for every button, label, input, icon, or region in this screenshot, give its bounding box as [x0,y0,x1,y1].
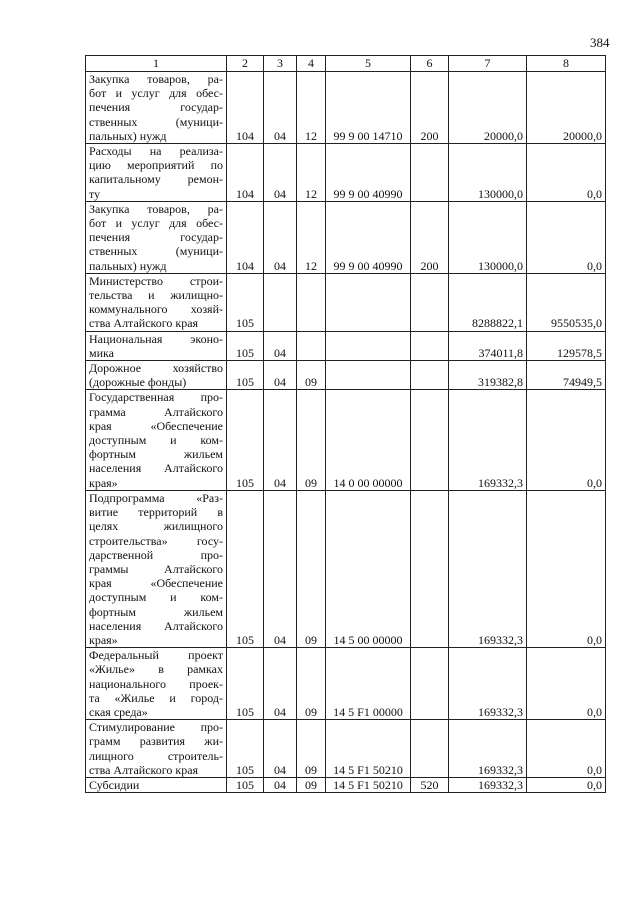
name-line: Подпрограмма «Раз- [89,490,223,505]
cell-target-article: 14 0 00 00000 [326,390,411,490]
table-row [86,490,606,647]
table-body [86,72,606,793]
cell-expense-type: 200 [411,201,449,273]
header-cell-2: 2 [227,56,264,72]
cell-code: 105 [227,390,264,490]
cell-code: 104 [227,144,264,202]
cell-target-article [326,273,411,331]
cell-expense-type [411,361,449,390]
name-line: Министерство строи- [89,273,223,288]
cell-expense-type: 200 [411,72,449,144]
name-line: края «Обеспечение [89,418,223,433]
cell-code: 105 [227,648,264,720]
cell-code: 104 [227,201,264,273]
cell-amount-year1: 20000,0 [449,72,527,144]
cell-amount-year2: 0,0 [527,777,606,792]
cell-code: 105 [227,273,264,331]
cell-amount-year1: 319382,8 [449,361,527,390]
header-cell-6: 6 [411,56,449,72]
header-cell-3: 3 [264,56,297,72]
cell-section: 04 [264,490,297,647]
name-line: печения государ- [89,230,223,245]
header-cell-1: 1 [86,56,227,72]
cell-name [86,777,227,792]
name-line: ства Алтайского края [89,316,199,331]
cell-amount-year1: 169332,3 [449,490,527,647]
name-line: мика [89,345,114,360]
name-line: Стимулирование про- [89,720,223,735]
cell-target-article: 99 9 00 40990 [326,201,411,273]
name-lines [89,361,223,389]
cell-name [86,144,227,202]
cell-subsection [297,273,326,331]
name-line: цию мероприятий по [89,158,223,173]
cell-amount-year2: 0,0 [527,720,606,778]
cell-target-article: 14 5 00 00000 [326,490,411,647]
cell-amount-year2: 0,0 [527,201,606,273]
cell-subsection: 12 [297,201,326,273]
cell-name [86,361,227,390]
cell-subsection: 09 [297,648,326,720]
cell-name [86,201,227,273]
name-line: грамм развития жи- [89,734,223,749]
name-line: целях жилищного [89,519,223,534]
cell-amount-year2: 0,0 [527,144,606,202]
cell-expense-type: 520 [411,777,449,792]
cell-subsection: 09 [297,777,326,792]
name-line: Дорожное хозяйство [89,361,223,376]
cell-subsection: 09 [297,490,326,647]
name-lines [89,332,223,360]
cell-name [86,490,227,647]
cell-subsection: 09 [297,361,326,390]
name-line: национального проек- [89,676,223,691]
cell-code: 104 [227,72,264,144]
name-line: капитальному ремон- [89,172,223,187]
header-cell-4: 4 [297,56,326,72]
cell-section [264,273,297,331]
name-line: строительства» госу- [89,533,223,548]
cell-code: 105 [227,490,264,647]
cell-amount-year1: 8288822,1 [449,273,527,331]
name-lines [89,72,223,143]
cell-amount-year1: 130000,0 [449,201,527,273]
cell-amount-year1: 374011,8 [449,331,527,360]
table-header [86,56,606,72]
cell-code: 105 [227,331,264,360]
name-line: печения государ- [89,100,223,115]
cell-amount-year2: 129578,5 [527,331,606,360]
header-cell-7: 7 [449,56,527,72]
cell-expense-type [411,144,449,202]
cell-subsection: 12 [297,72,326,144]
name-lines [89,390,223,489]
name-line: Национальная эконо- [89,331,223,346]
cell-subsection: 09 [297,390,326,490]
cell-target-article: 99 9 00 14710 [326,72,411,144]
table-row [86,720,606,778]
cell-code: 105 [227,720,264,778]
name-line: граммы Алтайского [89,561,223,576]
cell-target-article [326,331,411,360]
cell-code: 105 [227,361,264,390]
cell-amount-year2: 0,0 [527,390,606,490]
cell-name [86,72,227,144]
cell-section: 04 [264,648,297,720]
page-number: 384 [590,35,610,50]
cell-amount-year2: 74949,5 [527,361,606,390]
cell-target-article: 14 5 F1 50210 [326,777,411,792]
name-line: пальных) нужд [89,128,167,143]
cell-target-article: 99 9 00 40990 [326,144,411,202]
cell-expense-type [411,648,449,720]
name-line: «Жилье» в рамках [89,662,223,677]
name-line: тельства и жилищно- [89,288,223,303]
cell-section: 04 [264,777,297,792]
cell-amount-year2: 0,0 [527,490,606,647]
cell-name [86,390,227,490]
cell-section: 04 [264,720,297,778]
cell-section: 04 [264,144,297,202]
cell-code: 105 [227,777,264,792]
cell-expense-type [411,490,449,647]
name-line: фортным жильем [89,604,223,619]
table-row [86,273,606,331]
cell-subsection [297,331,326,360]
table-row [86,777,606,792]
name-line: пальных) нужд [89,258,167,273]
name-line: населения Алтайского [89,461,223,476]
name-line: бот и услуг для обес- [89,216,223,231]
name-line: ственных (муници- [89,114,223,129]
name-line: доступным и ком- [89,590,223,605]
name-line: Федеральный проект [89,648,223,663]
name-line: ства Алтайского края [89,762,199,777]
cell-name [86,720,227,778]
name-line: края» [89,475,118,490]
cell-section: 04 [264,361,297,390]
name-line: грамма Алтайского [89,404,223,419]
cell-amount-year2: 0,0 [527,648,606,720]
name-lines [89,144,223,201]
name-line: ственных (муници- [89,244,223,259]
name-lines [89,648,223,719]
name-line: ту [89,186,101,201]
cell-expense-type [411,390,449,490]
cell-amount-year1: 130000,0 [449,144,527,202]
cell-expense-type [411,331,449,360]
name-line: (дорожные фонды) [89,375,187,390]
header-row [86,56,606,72]
cell-name [86,648,227,720]
cell-expense-type [411,720,449,778]
table-row [86,201,606,273]
name-lines [89,491,223,647]
cell-target-article [326,361,411,390]
name-line: населения Алтайского [89,618,223,633]
cell-amount-year2: 20000,0 [527,72,606,144]
name-line: Расходы на реализа- [89,144,223,159]
cell-section: 04 [264,201,297,273]
table-row [86,144,606,202]
table-row [86,361,606,390]
name-lines [89,778,223,792]
cell-target-article: 14 5 F1 50210 [326,720,411,778]
cell-name [86,331,227,360]
name-line: коммунального хозяй- [89,302,223,317]
name-line: витие территорий в [89,505,223,520]
cell-target-article: 14 5 F1 00000 [326,648,411,720]
cell-section: 04 [264,331,297,360]
cell-section: 04 [264,390,297,490]
name-line: дарственной про- [89,547,223,562]
name-line: та «Жилье и город- [89,690,223,705]
header-cell-8: 8 [527,56,606,72]
cell-subsection: 12 [297,144,326,202]
cell-amount-year1: 169332,3 [449,648,527,720]
table-row [86,331,606,360]
budget-table [85,55,606,793]
header-cell-5: 5 [326,56,411,72]
cell-expense-type [411,273,449,331]
cell-amount-year1: 169332,3 [449,390,527,490]
cell-subsection: 09 [297,720,326,778]
cell-section: 04 [264,72,297,144]
name-line: ская среда» [89,704,148,719]
cell-amount-year2: 9550535,0 [527,273,606,331]
name-line: бот и услуг для обес- [89,86,223,101]
name-line: фортным жильем [89,447,223,462]
name-line: Закупка товаров, ра- [89,72,223,86]
name-lines [89,202,223,273]
table-row [86,72,606,144]
name-line: Субсидии [89,777,140,792]
name-line: Государственная про- [89,390,223,405]
cell-name [86,273,227,331]
name-line: лищного строитель- [89,748,223,763]
cell-amount-year1: 169332,3 [449,720,527,778]
name-lines [89,274,223,331]
name-line: края «Обеспечение [89,576,223,591]
table-row [86,648,606,720]
table-row [86,390,606,490]
name-lines [89,720,223,777]
name-line: доступным и ком- [89,433,223,448]
name-line: Закупка товаров, ра- [89,201,223,216]
name-line: края» [89,632,118,647]
cell-amount-year1: 169332,3 [449,777,527,792]
